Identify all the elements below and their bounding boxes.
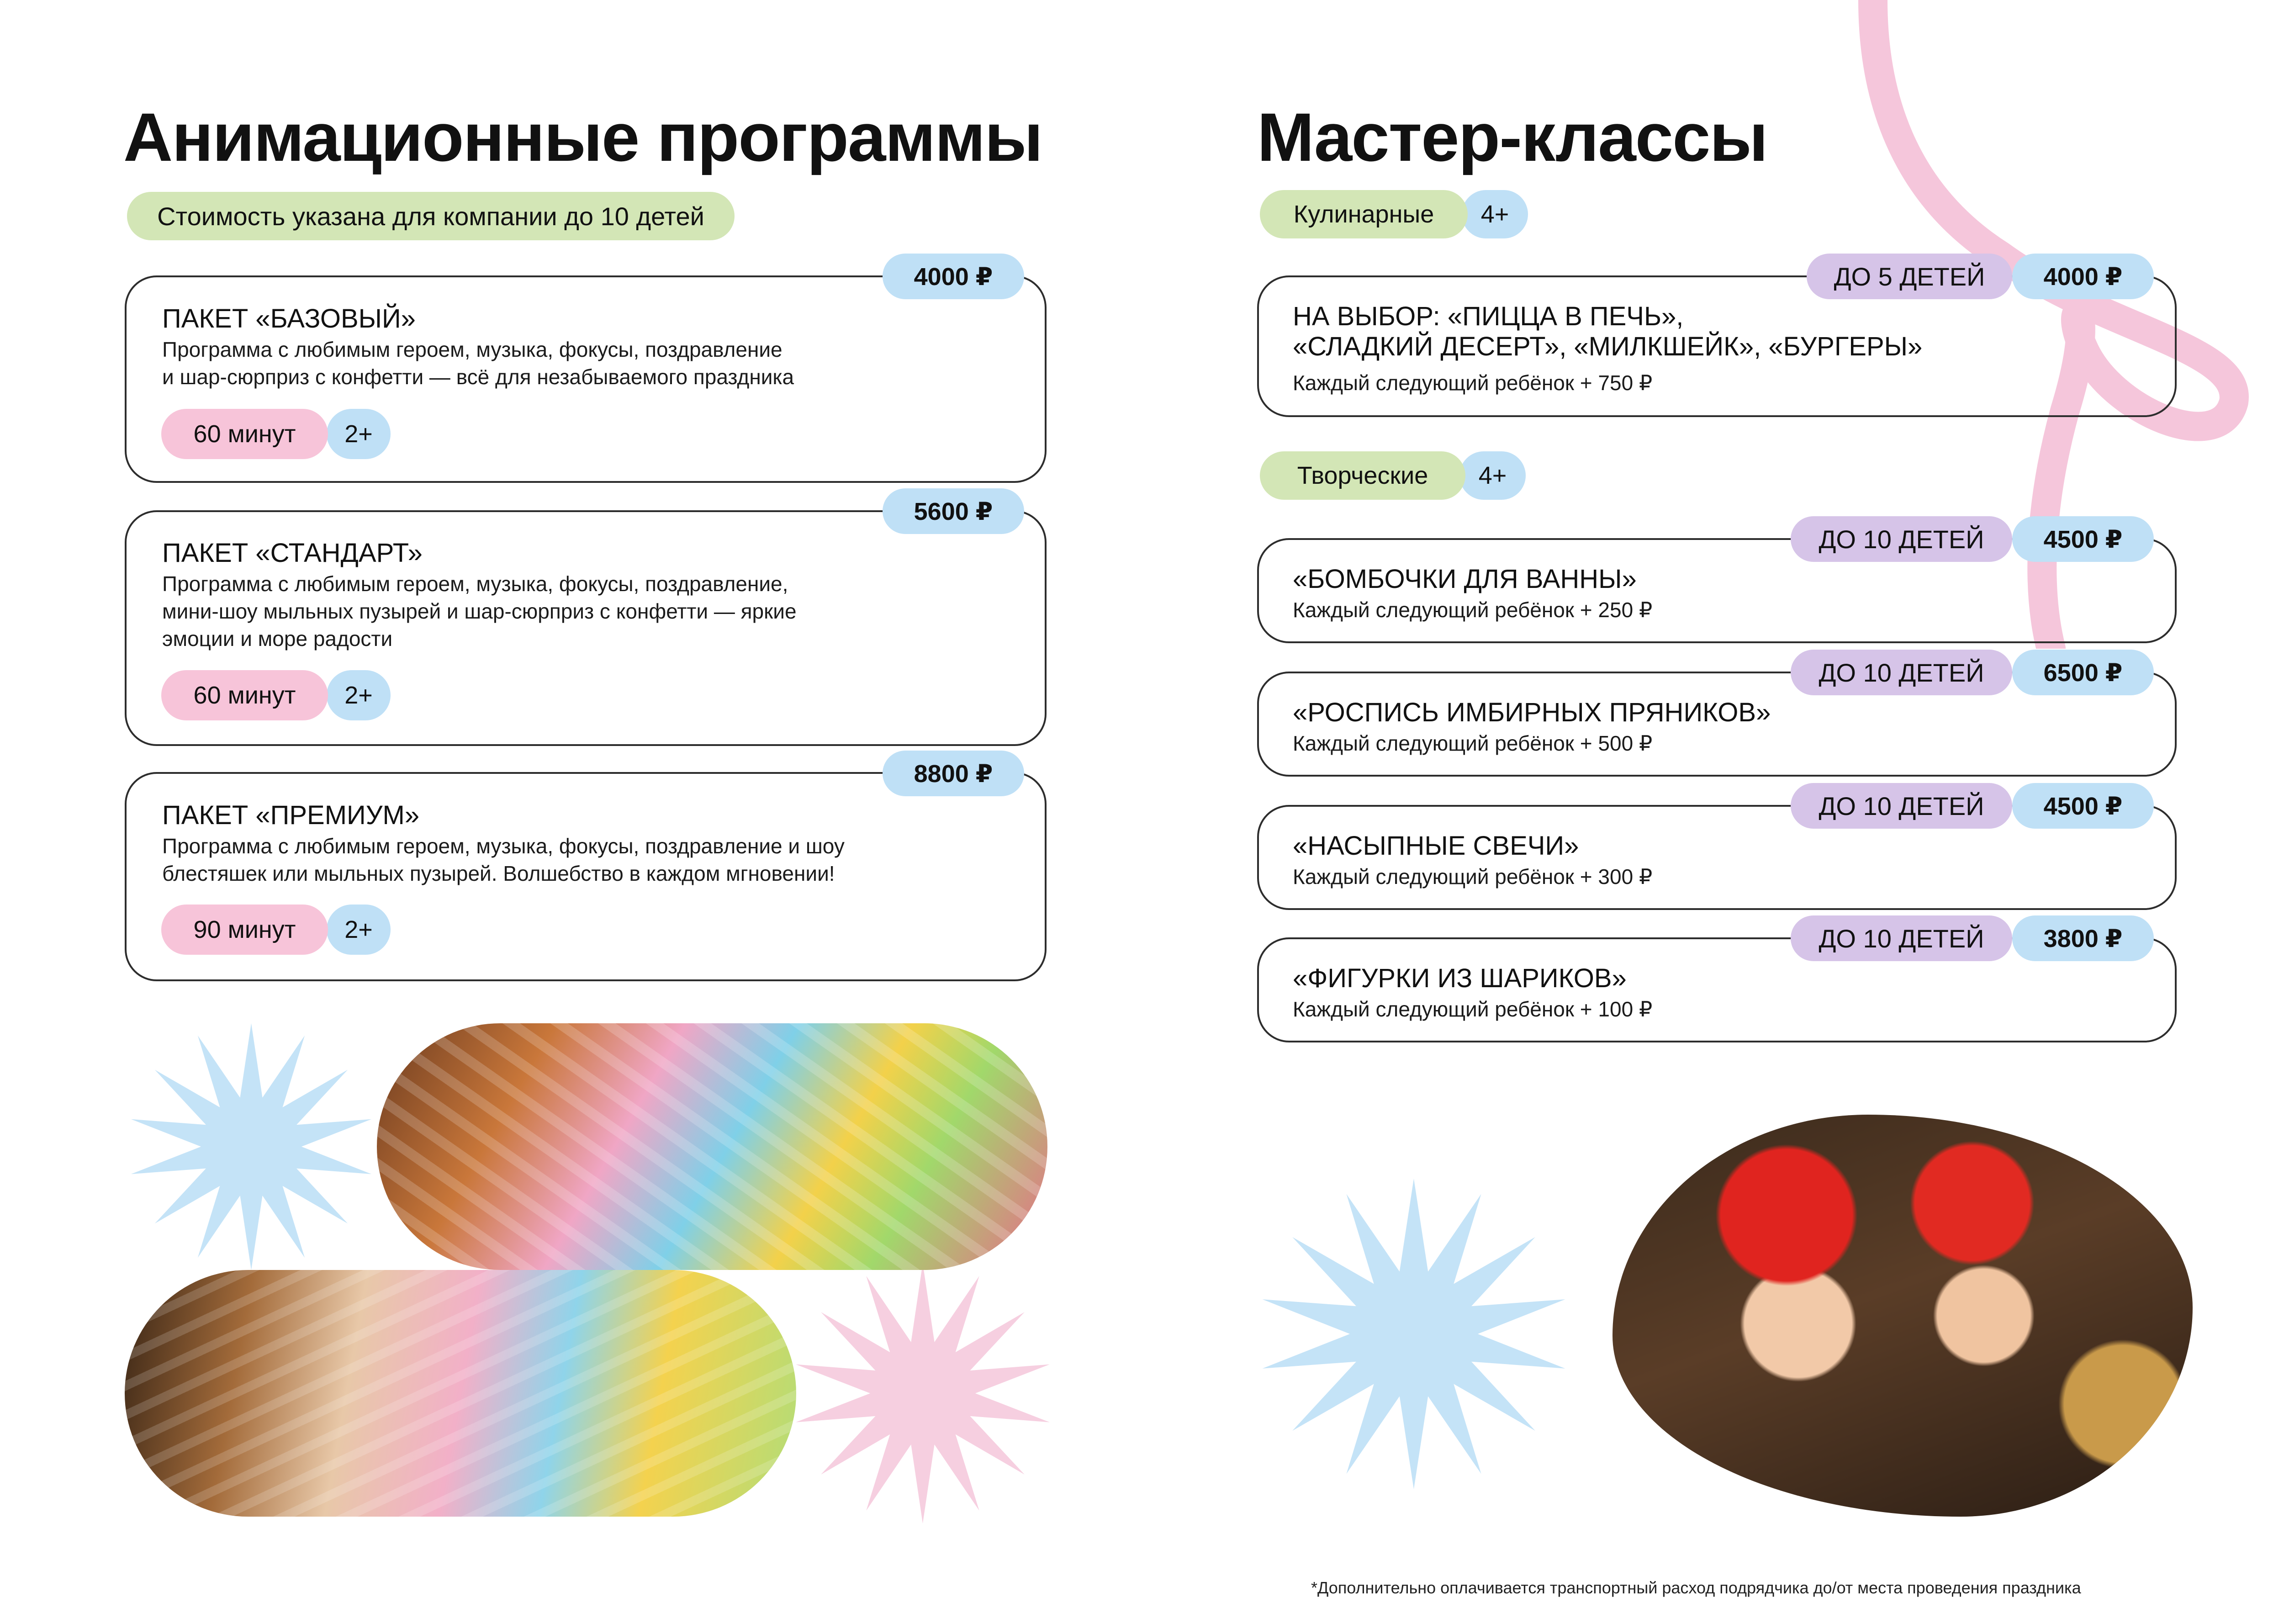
blue-star-decoration: [123, 1019, 379, 1275]
age-badge: 2+: [327, 670, 391, 720]
package-name: ПАКЕТ «ПРЕМИУМ»: [162, 800, 420, 830]
masterclass-price-badge: 4500 ₽: [2012, 783, 2154, 829]
masterclass-extra-child-price: Каждый следующий ребёнок + 100 ₽: [1293, 997, 1653, 1021]
duration-badge: 60 минут: [161, 670, 328, 720]
masterclass-name: «БОМБОЧКИ ДЛЯ ВАННЫ»: [1293, 564, 1637, 594]
masterclass-price-badge: 3800 ₽: [2012, 915, 2154, 961]
package-name: ПАКЕТ «СТАНДАРТ»: [162, 538, 423, 568]
package-price-badge: 5600 ₽: [883, 488, 1024, 534]
age-badge: 2+: [327, 409, 391, 459]
package-description: Программа с любимым героем, музыка, фокусы, поздравление, мини-шоу мыльных пузырей и шар-сюрприз с конфетти — яркие эмоции и море радости: [162, 572, 797, 651]
age-badge: 4+: [1462, 190, 1528, 238]
masterclass-extra-child-price: Каждый следующий ребёнок + 750 ₽: [1293, 371, 1653, 395]
pricing-note-badge: Стоимость указана для компании до 10 детей: [127, 192, 735, 240]
package-description: Программа с любимым героем, музыка, фокусы, поздравление и шоу блестяшек или мыльных пузырей. Волшебство в каждом мгновении!: [162, 834, 845, 885]
masterclass-name: «НАСЫПНЫЕ СВЕЧИ»: [1293, 831, 1579, 861]
package-description: Программа с любимым героем, музыка, фокусы, поздравление и шар-сюрприз с конфетти — всё для незабываемого праздника: [162, 338, 794, 389]
group-size-badge: ДО 10 ДЕТЕЙ: [1791, 915, 2012, 961]
masterclass-price-badge: 4500 ₽: [2012, 516, 2154, 562]
photo-child-in-ball-pit: [377, 1023, 1047, 1270]
masterclass-price-badge: 4000 ₽: [2012, 254, 2154, 299]
masterclass-extra-child-price: Каждый следующий ребёнок + 250 ₽: [1293, 598, 1653, 622]
masterclass-extra-child-price: Каждый следующий ребёнок + 300 ₽: [1293, 865, 1653, 889]
group-size-badge: ДО 10 ДЕТЕЙ: [1791, 516, 2012, 562]
pink-star-decoration: [790, 1261, 1055, 1526]
age-badge: 4+: [1459, 451, 1526, 500]
category-badge-culinary: Кулинарные: [1260, 190, 1468, 238]
group-size-badge: ДО 10 ДЕТЕЙ: [1791, 783, 2012, 829]
masterclass-name: «РОСПИСЬ ИМБИРНЫХ ПРЯНИКОВ»: [1293, 698, 1771, 727]
masterclass-price-badge: 6500 ₽: [2012, 650, 2154, 695]
duration-badge: 60 минут: [161, 409, 328, 459]
masterclass-name: НА ВЫБОР: «ПИЦЦА В ПЕЧЬ», «СЛАДКИЙ ДЕСЕРТ», «МИЛКШЕЙК», «БУРГЕРЫ»: [1293, 302, 1923, 361]
group-size-badge: ДО 5 ДЕТЕЙ: [1807, 254, 2012, 299]
photo-kids-playing: [125, 1270, 796, 1517]
group-size-badge: ДО 10 ДЕТЕЙ: [1791, 650, 2012, 695]
page-title-animation: Анимационные программы: [123, 99, 1042, 175]
page-title-masterclasses: Мастер-классы: [1257, 99, 1767, 175]
masterclass-name: «ФИГУРКИ ИЗ ШАРИКОВ»: [1293, 963, 1627, 993]
package-name: ПАКЕТ «БАЗОВЫЙ»: [162, 304, 416, 333]
duration-badge: 90 минут: [161, 905, 328, 955]
category-badge-creative: Творческие: [1260, 451, 1465, 500]
masterclass-extra-child-price: Каждый следующий ребёнок + 500 ₽: [1293, 731, 1653, 755]
blue-star-decoration: [1254, 1174, 1574, 1494]
package-price-badge: 4000 ₽: [883, 254, 1024, 299]
age-badge: 2+: [327, 905, 391, 955]
photo-kids-chef-hats: [1613, 1115, 2193, 1517]
footnote: *Дополнительно оплачивается транспортный расход подрядчика до/от места проведения праздника: [1311, 1578, 2081, 1597]
package-price-badge: 8800 ₽: [883, 751, 1024, 796]
